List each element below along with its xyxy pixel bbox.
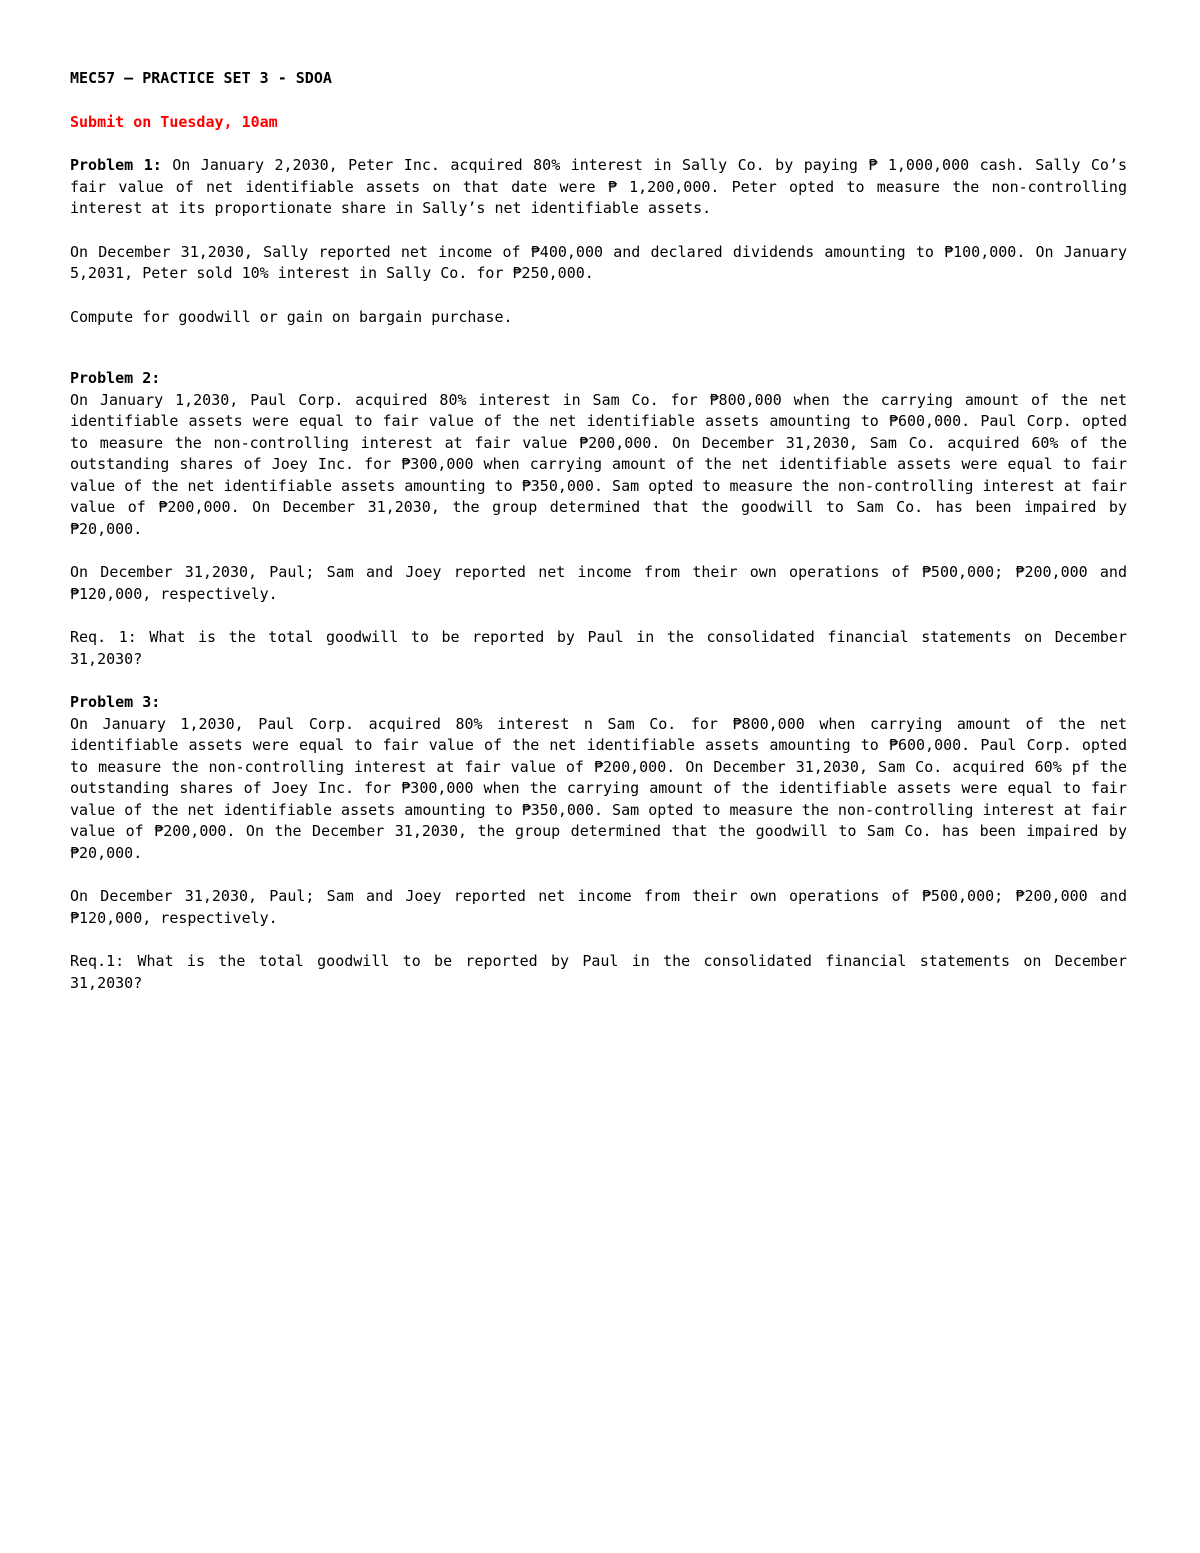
problem-3-paragraph-2: On December 31,2030, Paul; Sam and Joey reported net income from their own operations of ₱500,000; ₱200,000 and ₱120,000, respectively. (70, 887, 1127, 927)
problem-1-intro (70, 155, 1127, 220)
problem-2 (70, 368, 1127, 670)
submission-deadline: Submit on Tuesday, 10am (70, 112, 278, 131)
problem-3 (70, 692, 1127, 994)
problem-3-question: Req.1: What is the total goodwill to be reported by Paul in the consolidated financial statements on December 31,2030? (70, 952, 1127, 992)
problem-2-paragraph-1: On January 1,2030, Paul Corp. acquired 80% interest in Sam Co. for ₱800,000 when the carrying amount of the net identifiable assets were equal to fair value of the net identifiable assets amounting to ₱600,000. Paul Corp. opted to measure the non-controlling interest at fair value ₱200,000. On December 31,2030, Sam Co. acquired 60% of the outstanding shares of Joey Inc. for ₱300,000 when carrying amount of the net identifiable assets were equal to fair value of the net identifiable assets amounting to ₱350,000. Sam opted to measure the non-controlling interest at fair value of ₱200,000. On December 31,2030, the group determined that the goodwill to Sam Co. has been impaired by ₱20,000. (70, 390, 1127, 538)
problem-3-heading: Problem 3: (70, 693, 161, 711)
problem-2-paragraph-2: On December 31,2030, Paul; Sam and Joey reported net income from their own operations of ₱500,000; ₱200,000 and ₱120,000, respectively. (70, 563, 1127, 603)
document-title: MEC57 – PRACTICE SET 3 - SDOA (70, 69, 332, 87)
problem-1-question: Compute for goodwill or gain on bargain purchase. (70, 307, 513, 326)
document-page (70, 68, 1127, 1016)
problem-1-paragraph-2: On December 31,2030, Sally reported net income of ₱400,000 and declared dividends amounting to ₱100,000. On January 5,2031, Peter sold 10% interest in Sally Co. for ₱250,000. (70, 242, 1127, 282)
problem-2-heading: Problem 2: (70, 369, 161, 387)
problem-2-question: Req. 1: What is the total goodwill to be reported by Paul in the consolidated financial statements on December 31,2030? (70, 628, 1127, 668)
problem-1 (70, 155, 1127, 328)
problem-1-paragraph-1: On January 2,2030, Peter Inc. acquired 80% interest in Sally Co. by paying ₱ 1,000,000 cash. Sally Co’s fair value of net identifiable assets on that date were ₱ 1,200,000. Peter opted to measure the non-controlling interest at its proportionate share in Sally’s net identifiable assets. (70, 156, 1128, 217)
problem-3-paragraph-1: On January 1,2030, Paul Corp. acquired 80% interest n Sam Co. for ₱800,000 when carrying amount of the net identifiable assets were equal to fair value of the net identifiable assets amounting to ₱600,000. Paul Corp. opted to measure the non-controlling interest at fair value of ₱200,000. On December 31,2030, Sam Co. acquired 60% pf the outstanding shares of Joey Inc. for ₱300,000 when the carrying amount of the identifiable assets were equal to fair value of the net identifiable assets amounting to ₱350,000. Sam opted to measure the non-controlling interest at fair value of ₱200,000. On the December 31,2030, the group determined that the goodwill to Sam Co. has been impaired by ₱20,000. (70, 714, 1127, 862)
problem-1-heading: Problem 1: (70, 156, 162, 174)
